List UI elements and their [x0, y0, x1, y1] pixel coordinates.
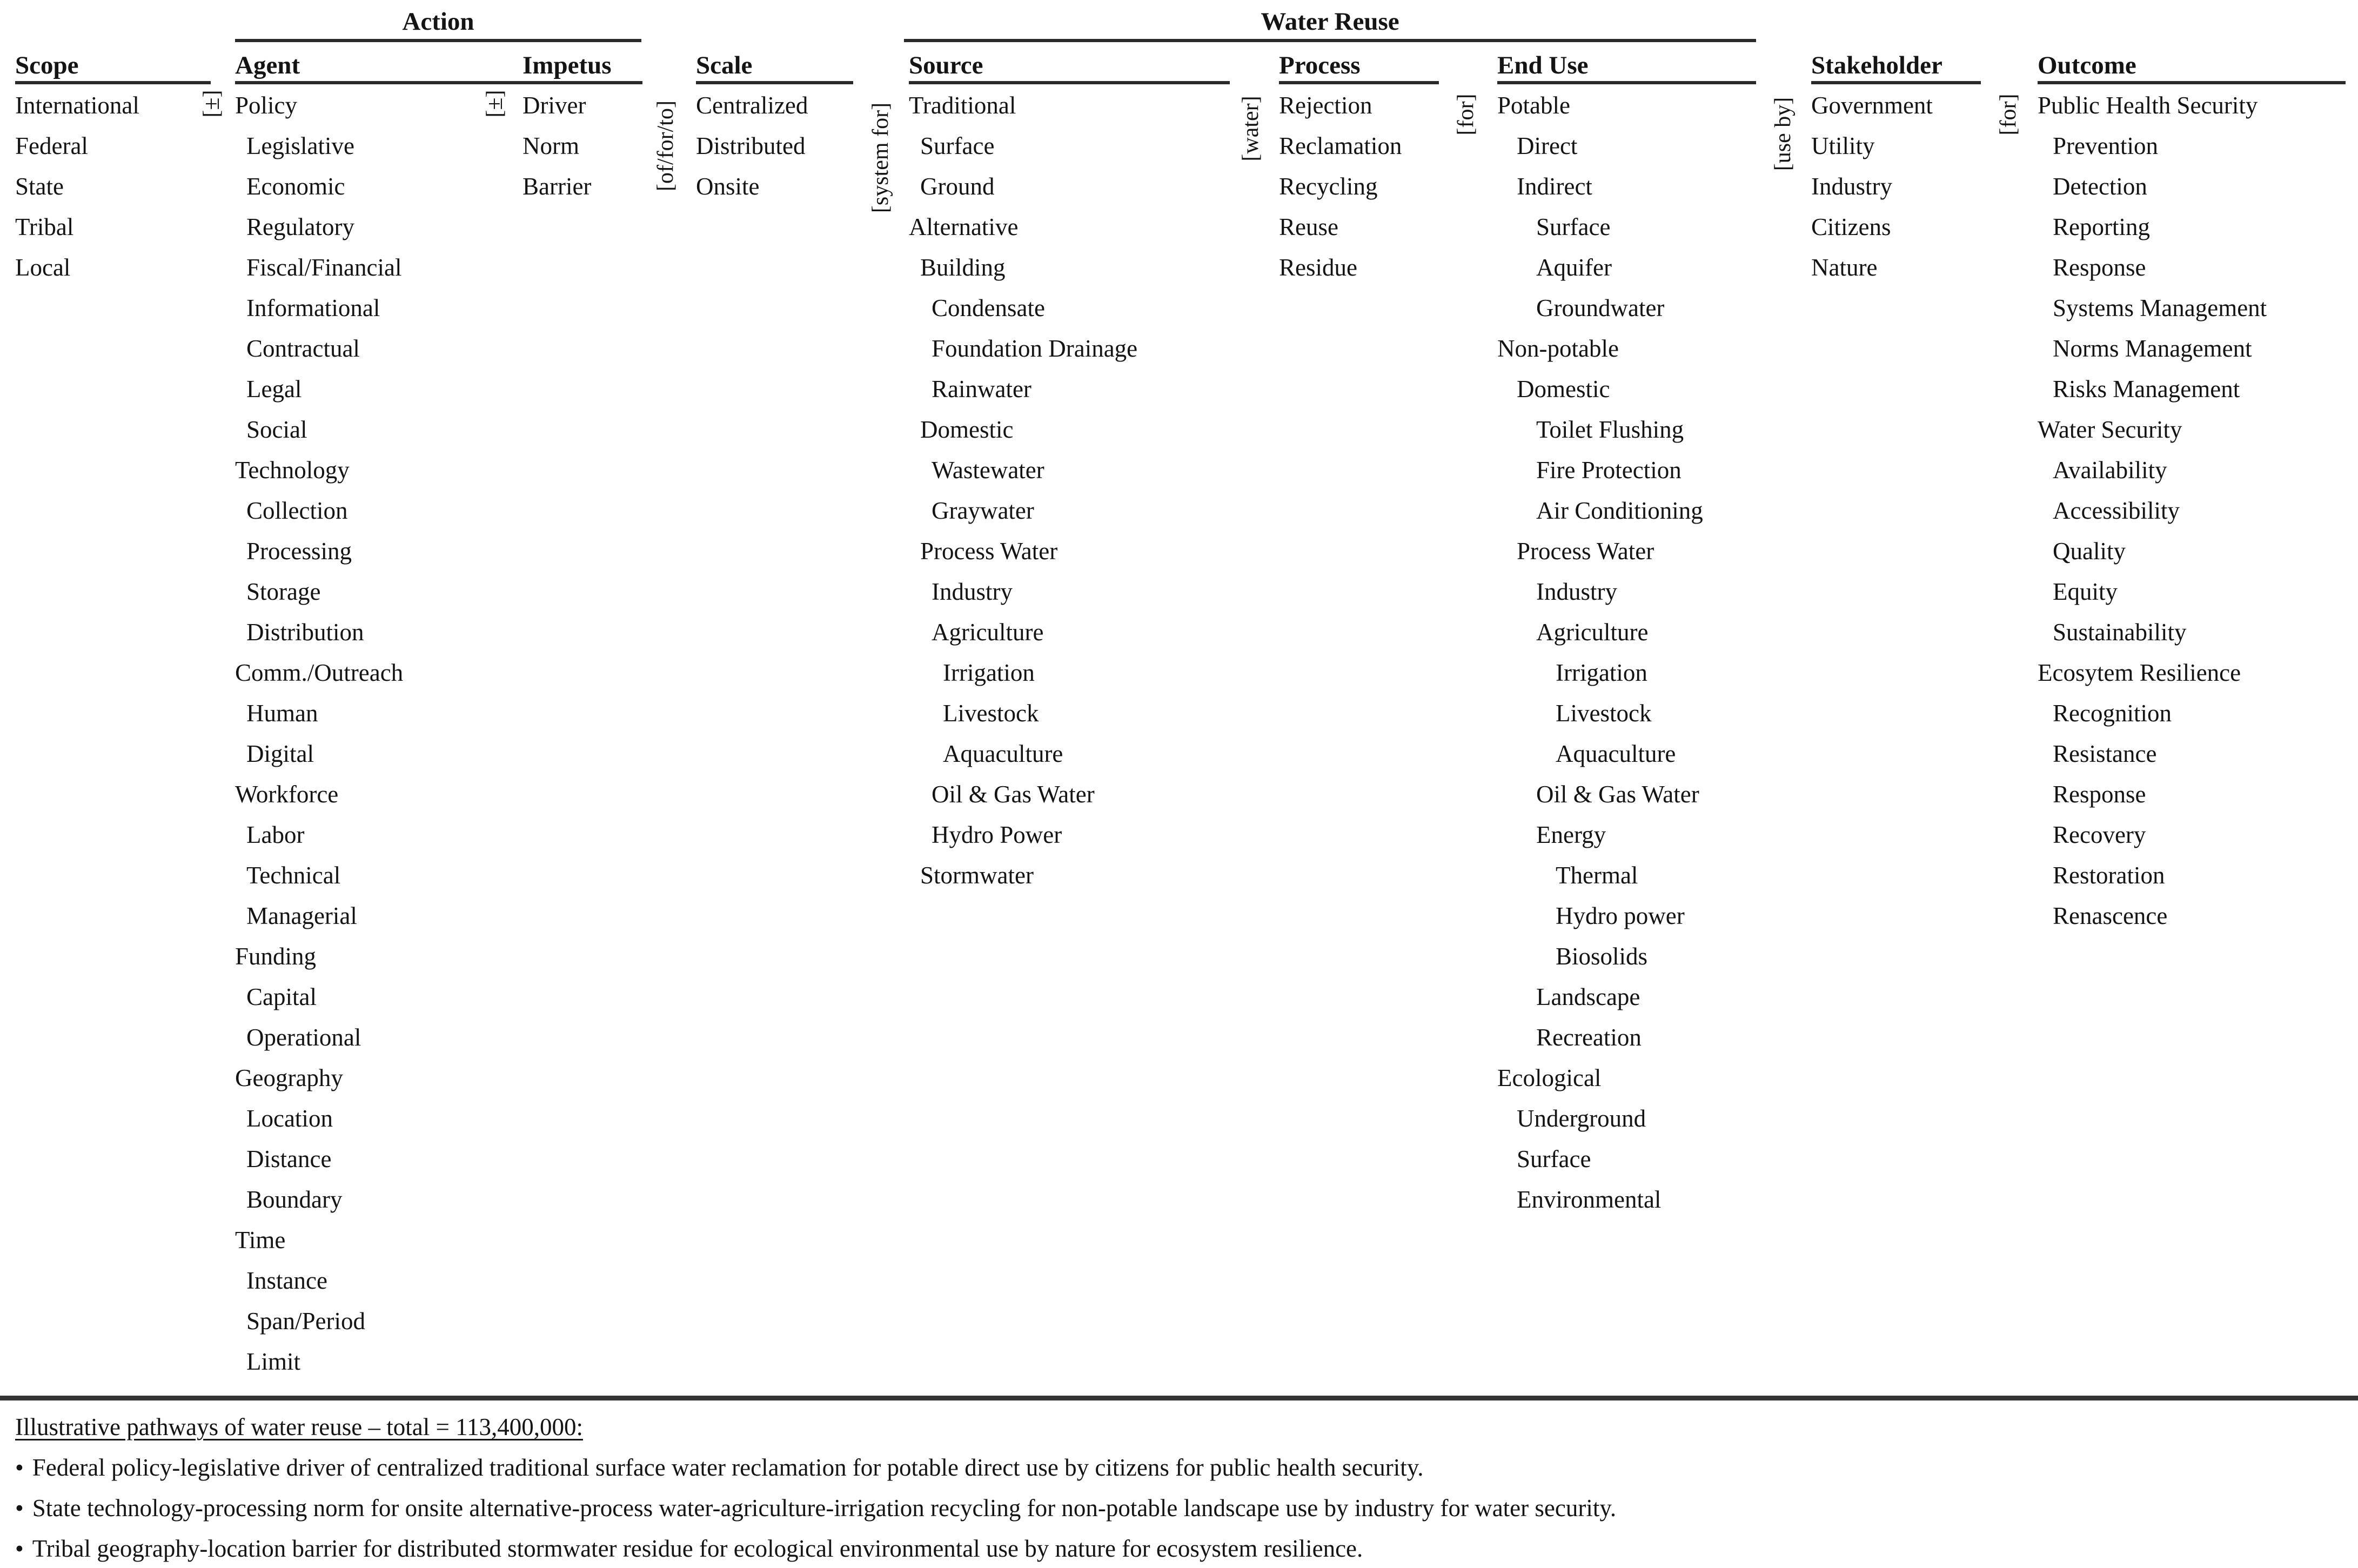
column-header-outcome: Outcome: [2038, 51, 2136, 79]
taxonomy-item: Indirect: [1517, 173, 1592, 200]
connector-of-for-to: [of/for/to]: [653, 100, 678, 191]
taxonomy-item: Potable: [1497, 92, 1570, 119]
taxonomy-item: Centralized: [696, 92, 808, 119]
taxonomy-item: Citizens: [1811, 213, 1891, 240]
column-rule: [909, 81, 1230, 84]
column-items-scope: [15, 85, 211, 288]
taxonomy-item: Economic: [246, 173, 345, 200]
column-scale: [696, 50, 853, 207]
taxonomy-item: Distance: [246, 1145, 332, 1172]
column-header-agent: Agent: [235, 51, 300, 79]
column-rule: [15, 81, 211, 84]
taxonomy-item: Instance: [246, 1267, 327, 1294]
taxonomy-item: Environmental: [1517, 1186, 1662, 1213]
taxonomy-item: State: [15, 173, 64, 200]
taxonomy-item: Domestic: [1517, 376, 1610, 403]
column-rule: [522, 81, 642, 84]
taxonomy-item: Funding: [235, 943, 317, 970]
bullet-icon: •: [15, 1535, 24, 1562]
taxonomy-item: Workforce: [235, 781, 339, 808]
connector-plus-minus-icon: [±]: [199, 90, 224, 118]
taxonomy-item: Time: [235, 1227, 286, 1254]
taxonomy-item: Hydro Power: [932, 821, 1062, 848]
column-impetus: [522, 50, 642, 207]
taxonomy-item: Policy: [235, 92, 298, 119]
taxonomy-item: Recognition: [2053, 700, 2172, 727]
taxonomy-item: Driver: [522, 92, 586, 119]
column-items-scale: [696, 85, 853, 207]
taxonomy-item: Availability: [2053, 457, 2167, 484]
footer-bullet-text: Tribal geography-location barrier for distributed stormwater residue for ecological environmental use by nature for ecosystem resilience.: [32, 1535, 1363, 1562]
taxonomy-item: Biosolids: [1556, 943, 1648, 970]
taxonomy-item: Process Water: [1517, 538, 1654, 565]
taxonomy-item: Hydro power: [1556, 902, 1685, 929]
bullet-icon: •: [15, 1454, 24, 1481]
taxonomy-item: Condensate: [932, 294, 1045, 321]
taxonomy-item: Fiscal/Financial: [246, 254, 402, 281]
taxonomy-item: Location: [246, 1105, 333, 1132]
taxonomy-item: Comm./Outreach: [235, 659, 404, 686]
taxonomy-item: Ecosytem Resilience: [2038, 659, 2241, 686]
taxonomy-item: International: [15, 92, 139, 119]
taxonomy-item: Technology: [235, 457, 350, 484]
taxonomy-item: Irrigation: [943, 659, 1035, 686]
column-items-stakeholder: [1811, 85, 1981, 288]
connector-plus-minus-icon: [±]: [483, 90, 507, 118]
column-header-scale: Scale: [696, 51, 753, 79]
connector-use-by: [use by]: [1771, 97, 1796, 171]
taxonomy-item: Groundwater: [1536, 294, 1665, 321]
column-header-stakeholder: Stakeholder: [1811, 51, 1942, 79]
taxonomy-item: Building: [920, 254, 1006, 281]
column-header-scope: Scope: [15, 51, 79, 79]
column-items-outcome: [2038, 85, 2346, 936]
taxonomy-item: Utility: [1811, 132, 1875, 159]
group-header-water-reuse: Water Reuse: [1261, 8, 1399, 36]
taxonomy-item: Norms Management: [2053, 335, 2252, 362]
taxonomy-item: Norm: [522, 132, 579, 159]
taxonomy-item: Surface: [1536, 213, 1611, 240]
column-agent: [235, 50, 523, 1382]
taxonomy-item: Informational: [246, 294, 380, 321]
taxonomy-item: Livestock: [943, 700, 1039, 727]
taxonomy-item: Stormwater: [920, 862, 1034, 889]
column-items-source: [909, 85, 1230, 896]
column-source: [909, 50, 1230, 896]
taxonomy-item: Distribution: [246, 619, 364, 646]
taxonomy-item: Ground: [920, 173, 995, 200]
taxonomy-item: Industry: [1811, 173, 1892, 200]
table-bottom-rule: [0, 1396, 2358, 1401]
column-end-use: [1497, 50, 1756, 1220]
bullet-icon: •: [15, 1495, 24, 1522]
taxonomy-item: Toilet Flushing: [1536, 416, 1684, 443]
taxonomy-item: Renascence: [2053, 902, 2168, 929]
column-items-process: [1279, 85, 1439, 288]
taxonomy-item: Social: [246, 416, 307, 443]
taxonomy-item: Non-potable: [1497, 335, 1619, 362]
taxonomy-item: Quality: [2053, 538, 2126, 565]
column-items-end-use: [1497, 85, 1756, 1220]
taxonomy-item: Contractual: [246, 335, 360, 362]
taxonomy-item: Tribal: [15, 213, 74, 240]
taxonomy-item: Oil & Gas Water: [1536, 781, 1699, 808]
taxonomy-item: Graywater: [932, 497, 1034, 524]
taxonomy-item: Systems Management: [2053, 294, 2267, 321]
taxonomy-item: Public Health Security: [2038, 92, 2258, 119]
taxonomy-item: Human: [246, 700, 318, 727]
taxonomy-item: Reclamation: [1279, 132, 1402, 159]
taxonomy-item: Local: [15, 254, 71, 281]
column-header-source: Source: [909, 51, 983, 79]
connector-for: [for]: [1996, 93, 2021, 136]
taxonomy-item: Aquifer: [1536, 254, 1612, 281]
column-items-agent: [235, 85, 523, 1382]
taxonomy-item: Managerial: [246, 902, 357, 929]
taxonomy-item: Residue: [1279, 254, 1357, 281]
taxonomy-item: Restoration: [2053, 862, 2165, 889]
taxonomy-item: Digital: [246, 740, 314, 767]
column-header-impetus: Impetus: [522, 51, 612, 79]
taxonomy-item: Livestock: [1556, 700, 1652, 727]
taxonomy-item: Thermal: [1556, 862, 1638, 889]
taxonomy-item: Irrigation: [1556, 659, 1647, 686]
taxonomy-item: Agriculture: [932, 619, 1044, 646]
taxonomy-item: Air Conditioning: [1536, 497, 1703, 524]
taxonomy-item: Distributed: [696, 132, 806, 159]
footer-heading: Illustrative pathways of water reuse – total = 113,400,000:: [15, 1413, 583, 1440]
column-outcome: [2038, 50, 2346, 936]
group-header-action: Action: [402, 8, 474, 36]
group-rule-water-reuse: [904, 39, 1756, 42]
taxonomy-item: Foundation Drainage: [932, 335, 1138, 362]
column-header-process: Process: [1279, 51, 1361, 79]
taxonomy-item: Regulatory: [246, 213, 354, 240]
footer-bullet-tribal: [15, 1529, 2336, 1568]
taxonomy-item: Industry: [1536, 578, 1617, 605]
taxonomy-item: Sustainability: [2053, 619, 2187, 646]
group-rule-action: [235, 39, 641, 42]
taxonomy-item: Reporting: [2053, 213, 2150, 240]
taxonomy-item: Operational: [246, 1024, 361, 1051]
taxonomy-item: Response: [2053, 781, 2146, 808]
taxonomy-item: Recovery: [2053, 821, 2146, 848]
taxonomy-item: Aquaculture: [1556, 740, 1676, 767]
taxonomy-item: Barrier: [522, 173, 592, 200]
taxonomy-item: Storage: [246, 578, 321, 605]
taxonomy-item: Technical: [246, 862, 341, 889]
taxonomy-item: Reuse: [1279, 213, 1338, 240]
taxonomy-item: Limit: [246, 1348, 300, 1375]
column-rule: [2038, 81, 2346, 84]
connector-for: [for]: [1453, 93, 1478, 136]
taxonomy-item: Water Security: [2038, 416, 2182, 443]
taxonomy-item: Domestic: [920, 416, 1014, 443]
footer-bullet-text: Federal policy-legislative driver of centralized traditional surface water reclamation for potable direct use by citizens for public health security.: [32, 1454, 1424, 1481]
taxonomy-item: Industry: [932, 578, 1013, 605]
taxonomy-item: Nature: [1811, 254, 1878, 281]
connector-system-for: [system for]: [868, 102, 893, 213]
footer-bullet-state: [15, 1488, 2336, 1529]
taxonomy-item: Onsite: [696, 173, 760, 200]
taxonomy-item: Legal: [246, 376, 302, 403]
taxonomy-item: Rejection: [1279, 92, 1372, 119]
taxonomy-item: Boundary: [246, 1186, 343, 1213]
taxonomy-item: Process Water: [920, 538, 1058, 565]
column-process: [1279, 50, 1439, 288]
footer-bullet-text: State technology-processing norm for onsite alternative-process water-agriculture-irrigation recycling for non-potable landscape use by industry for water security.: [32, 1495, 1617, 1522]
taxonomy-item: Oil & Gas Water: [932, 781, 1095, 808]
taxonomy-item: Labor: [246, 821, 305, 848]
taxonomy-item: Landscape: [1536, 983, 1640, 1010]
column-header-end-use: End Use: [1497, 51, 1589, 79]
taxonomy-item: Resistance: [2053, 740, 2157, 767]
taxonomy-item: Aquaculture: [943, 740, 1063, 767]
taxonomy-item: Legislative: [246, 132, 354, 159]
taxonomy-item: Rainwater: [932, 376, 1031, 403]
taxonomy-item: Government: [1811, 92, 1933, 119]
taxonomy-item: Recycling: [1279, 173, 1378, 200]
taxonomy-item: Prevention: [2053, 132, 2158, 159]
column-stakeholder: [1811, 50, 1981, 288]
taxonomy-item: Detection: [2053, 173, 2147, 200]
footer-bullet-federal: [15, 1448, 2336, 1488]
taxonomy-item: Direct: [1517, 132, 1578, 159]
taxonomy-item: Wastewater: [932, 457, 1044, 484]
taxonomy-item: Capital: [246, 983, 317, 1010]
column-rule: [1497, 81, 1756, 84]
taxonomy-item: Risks Management: [2053, 376, 2240, 403]
taxonomy-item: Processing: [246, 538, 352, 565]
taxonomy-item: Underground: [1517, 1105, 1646, 1132]
taxonomy-item: Span/Period: [246, 1308, 365, 1335]
taxonomy-item: Collection: [246, 497, 348, 524]
taxonomy-item: Federal: [15, 132, 88, 159]
column-rule: [235, 81, 523, 84]
column-rule: [1279, 81, 1439, 84]
taxonomy-item: Equity: [2053, 578, 2118, 605]
taxonomy-item: Energy: [1536, 821, 1606, 848]
column-items-impetus: [522, 85, 642, 207]
taxonomy-item: Alternative: [909, 213, 1019, 240]
taxonomy-item: Response: [2053, 254, 2146, 281]
column-rule: [1811, 81, 1981, 84]
taxonomy-item: Surface: [1517, 1145, 1591, 1172]
footer-notes: [15, 1407, 2336, 1568]
taxonomy-item: Accessibility: [2053, 497, 2180, 524]
taxonomy-item: Recreation: [1536, 1024, 1642, 1051]
taxonomy-item: Fire Protection: [1536, 457, 1682, 484]
taxonomy-item: Surface: [920, 132, 995, 159]
taxonomy-item: Agriculture: [1536, 619, 1649, 646]
column-scope: [15, 50, 211, 288]
taxonomy-item: Traditional: [909, 92, 1016, 119]
column-rule: [696, 81, 853, 84]
taxonomy-item: Ecological: [1497, 1064, 1602, 1091]
connector-water: [water]: [1238, 96, 1263, 162]
taxonomy-item: Geography: [235, 1064, 343, 1091]
